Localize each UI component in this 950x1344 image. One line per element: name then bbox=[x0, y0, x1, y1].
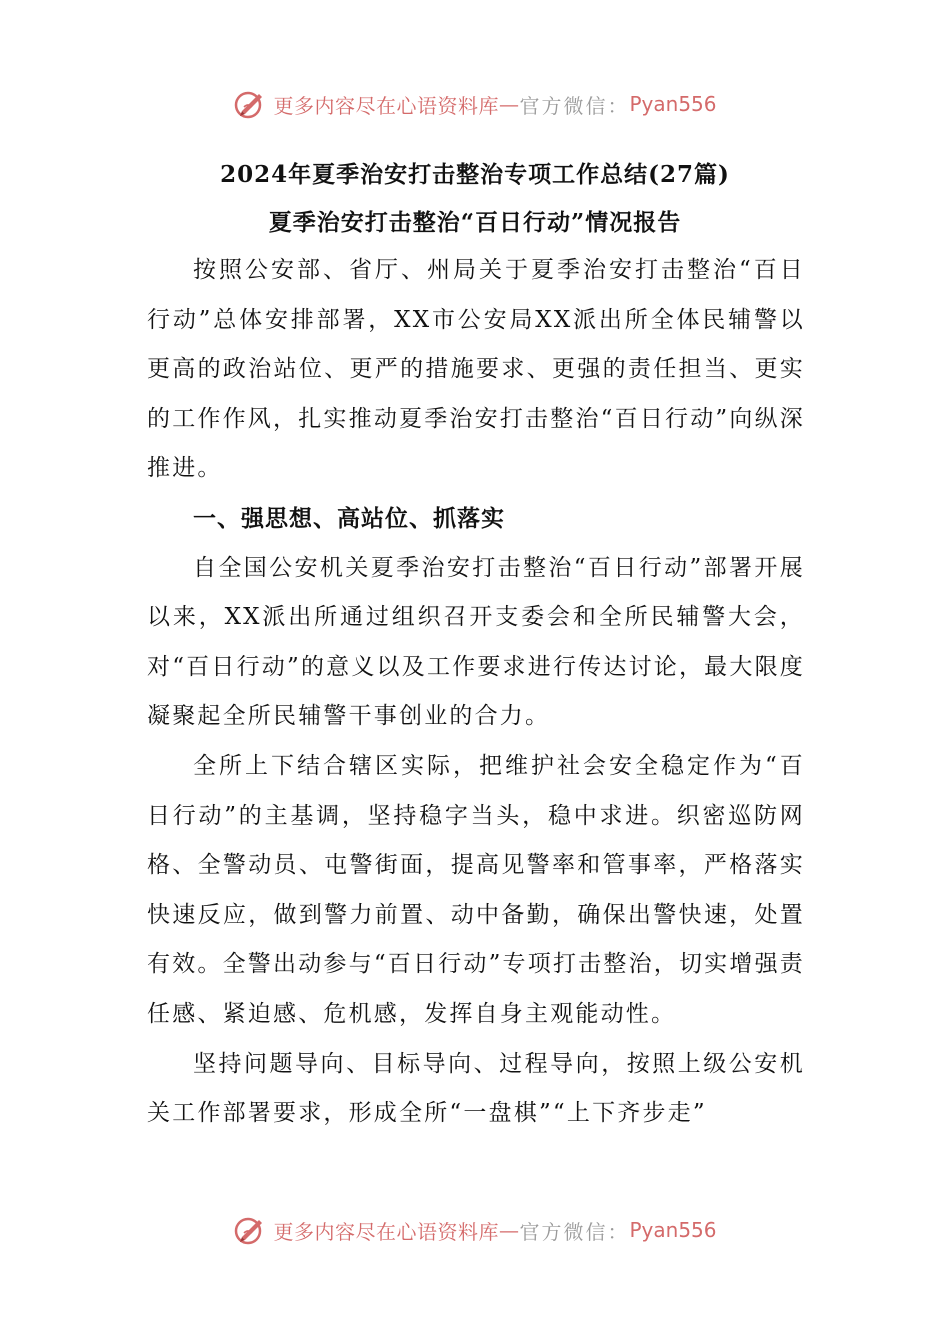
pen-logo-icon bbox=[233, 87, 267, 121]
document-body bbox=[147, 246, 805, 1139]
watermark-wechat-id: Pyan556 bbox=[629, 1218, 717, 1242]
watermark-dash: — bbox=[498, 1218, 520, 1242]
watermark-dash: — bbox=[498, 92, 520, 116]
watermark-official-label: 官方微信： bbox=[519, 1219, 630, 1244]
document-subtitle: 夏季治安打击整治“百日行动”情况报告 bbox=[268, 209, 682, 236]
watermark-footer bbox=[0, 1210, 950, 1250]
paragraph-4: 坚持问题导向、目标导向、过程导向，按照上级公安机关工作部署要求，形成全所“一盘棋”“上下齐步走” bbox=[147, 1050, 805, 1127]
document-title: 2024年夏季治安打击整治专项工作总结(27篇) bbox=[220, 161, 730, 188]
watermark-brand: 更多内容尽在心语资料库 bbox=[273, 93, 499, 118]
watermark-wechat-id: Pyan556 bbox=[629, 92, 717, 116]
section-heading-1: 一、强思想、高站位、抓落实 bbox=[193, 504, 505, 532]
pen-logo-icon bbox=[233, 1213, 267, 1247]
paragraph-2: 自全国公安机关夏季治安打击整治“百日行动”部署开展以来，XX派出所通过组织召开支委会和全所民辅警大会，对“百日行动”的意义以及工作要求进行传达讨论，最大限度凝聚起全所民辅警干事创业的合力。 bbox=[147, 554, 805, 730]
watermark-header bbox=[0, 84, 950, 124]
paragraph-intro: 按照公安部、省厅、州局关于夏季治安打击整治“百日行动”总体安排部署，XX市公安局XX派出所全体民辅警以更高的政治站位、更严的措施要求、更强的责任担当、更实的工作作风，扎实推动夏季治安打击整治“百日行动”向纵深推进。 bbox=[147, 257, 805, 482]
watermark-official-label: 官方微信： bbox=[519, 93, 630, 118]
paragraph-3: 全所上下结合辖区实际，把维护社会安全稳定作为“百日行动”的主基调，坚持稳字当头，稳中求进。织密巡防网格、全警动员、屯警街面，提高见警率和管事率，严格落实快速反应，做到警力前置、动中备勤，确保出警快速，处置有效。全警出动参与“百日行动”专项打击整治，切实增强责任感、紧迫感、危机感，发挥自身主观能动性。 bbox=[147, 752, 805, 1027]
watermark-brand: 更多内容尽在心语资料库 bbox=[273, 1219, 499, 1244]
